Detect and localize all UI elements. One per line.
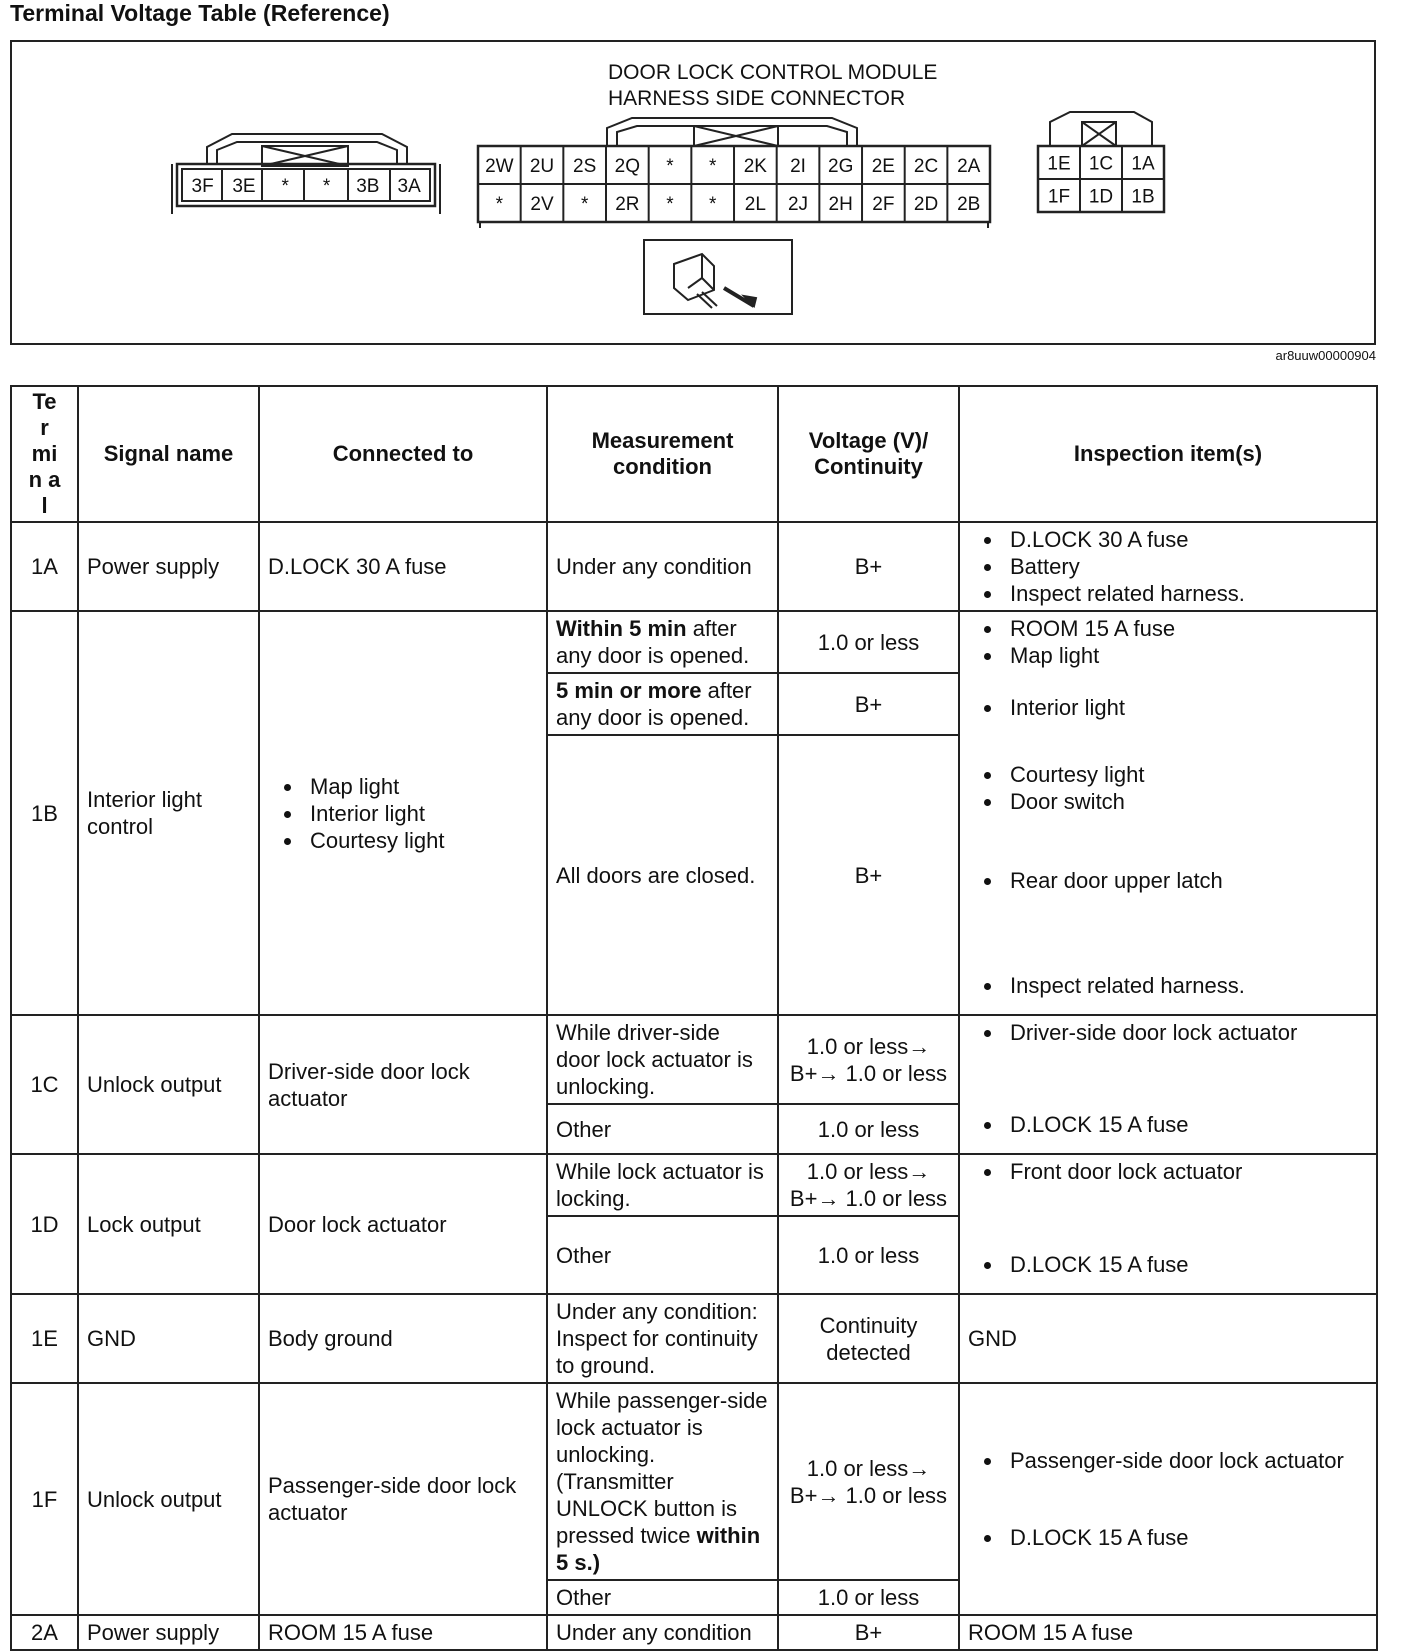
connector-1-pin: 1B [1131,186,1155,208]
table-row [11,1015,1377,1104]
connected-item: • Interior light [304,800,538,827]
condition-text: after any door is opened. [556,678,752,730]
connector-3-pin: 3B [356,176,380,197]
connector-2-pin: * [708,194,717,215]
condition-cell: Under any condition [547,522,778,611]
header-signal-name: Signal name [78,386,259,522]
terminal-cell: 2A [11,1615,78,1650]
voltage-cell: B+ [778,522,959,611]
connected-cell [259,611,547,1015]
connector-3 [172,134,440,214]
connector-1-pin: 1C [1088,153,1114,175]
condition-cell: Other [547,1216,778,1294]
connected-cell: Driver-side door lock actuator [259,1015,547,1154]
connector-2-pin: 2F [872,194,895,215]
connected-cell: Body ground [259,1294,547,1383]
voltage-cell: Continuity detected [778,1294,959,1383]
connector-2-pin: 2A [957,156,981,177]
inspection-item: • Map light [1004,642,1368,669]
signal-cell: Power supply [78,1615,259,1650]
terminal-cell: 1A [11,522,78,611]
terminal-cell: 1F [11,1383,78,1615]
condition-text: after any door is opened. [556,616,750,668]
connector-2-pin: * [666,156,674,177]
connected-item: • Map light [304,773,538,800]
connector-2-pin: 2U [529,156,555,177]
connector-2-pin: * [580,194,589,215]
connector-3-pin: * [322,176,331,197]
connector-3-pin: 3A [397,176,421,197]
connector-2-pin: 2Q [614,156,641,177]
harness-view-icon [644,240,792,314]
connector-2-pin: 2K [743,156,767,177]
header-measurement-condition: Measurement condition [547,386,778,522]
connected-item: • Courtesy light [304,827,538,854]
signal-cell: GND [78,1294,259,1383]
voltage-cell: 1.0 or less [778,1104,959,1154]
connector-diagram [10,40,1376,345]
connector-1-pin: 1A [1131,153,1155,175]
connector-1-pin: 1D [1088,186,1114,208]
terminal-voltage-table [10,385,1378,1651]
connected-cell: Passenger-side door lock actuator [259,1383,547,1615]
connector-2-pin: * [495,194,504,215]
header-inspection: Inspection item(s) [959,386,1377,522]
inspection-cell [959,611,1377,1015]
connector-1-pin: 1F [1047,186,1071,208]
connector-3-pin: 3E [232,176,256,197]
voltage-cell: 1.0 or less [778,1580,959,1615]
condition-emphasis: within 5 s.) [556,1523,761,1575]
condition-cell: Under any condition [547,1615,778,1650]
voltage-cell: B+ [778,673,959,735]
connected-cell: D.LOCK 30 A fuse [259,522,547,611]
table-row [11,611,1377,673]
condition-cell: While lock actuator is locking. [547,1154,778,1216]
condition-cell [547,673,778,735]
connector-3-pin: 3F [191,176,214,197]
header-connected-to: Connected to [259,386,547,522]
inspection-item: • Battery [1004,553,1368,580]
voltage-cell: 1.0 or less [778,611,959,673]
inspection-item: • Inspect related harness. [1004,972,1368,999]
inspection-item: • Rear door upper latch [1004,867,1368,894]
table-header-row [11,386,1377,522]
signal-cell: Power supply [78,522,259,611]
condition-cell: While driver-side door lock actuator is unlocking. [547,1015,778,1104]
signal-cell: Lock output [78,1154,259,1294]
inspection-cell [959,1154,1377,1294]
terminal-cell: 1D [11,1154,78,1294]
voltage-cell: 1.0 or less→ B+→ 1.0 or less [778,1383,959,1580]
inspection-item: • Interior light [1004,694,1368,721]
inspection-cell: ROOM 15 A fuse [959,1615,1377,1650]
caption-line-1: DOOR LOCK CONTROL MODULE [608,61,938,84]
inspection-item: • Inspect related harness. [1004,580,1368,607]
connector-2-pin: 2B [957,194,981,215]
inspection-item: • Passenger-side door lock actuator [1004,1447,1368,1474]
connector-2-pin: 2E [871,156,895,177]
connector-2-pin: 2I [790,156,806,177]
table-row [11,1294,1377,1383]
connector-2-pin: 2V [530,194,554,215]
inspection-item: • Front door lock actuator [1004,1158,1368,1185]
connected-cell: ROOM 15 A fuse [259,1615,547,1650]
inspection-item: • D.LOCK 15 A fuse [1004,1111,1368,1138]
terminal-cell: 1B [11,611,78,1015]
connector-1-pin: 1E [1047,153,1071,175]
connector-3-pin: * [281,176,289,197]
connector-2-pin: 2C [913,156,939,177]
inspection-cell [959,1383,1377,1615]
connector-2-pin: 2S [573,156,597,177]
voltage-cell: 1.0 or less→ B+→ 1.0 or less [778,1015,959,1104]
page-title: Terminal Voltage Table (Reference) [10,0,390,26]
table-row [11,1615,1377,1650]
condition-cell: All doors are closed. [547,735,778,1015]
voltage-cell: 1.0 or less→ B+→ 1.0 or less [778,1154,959,1216]
signal-cell: Unlock output [78,1383,259,1615]
voltage-cell: 1.0 or less [778,1216,959,1294]
condition-emphasis: Within 5 min [556,616,687,641]
connector-2-pin: * [666,194,674,215]
table-row [11,1383,1377,1580]
inspection-item: • Courtesy light [1004,761,1368,788]
connector-2-pin: 2G [828,156,854,177]
condition-emphasis: 5 min or more [556,678,702,703]
table-row [11,522,1377,611]
terminal-cell: 1C [11,1015,78,1154]
condition-text: While passenger-side lock actuator is unlocking. (Transmitter UNLOCK button is pressed twice [556,1388,768,1548]
inspection-item: • Door switch [1004,788,1368,815]
condition-cell: Under any condition: Inspect for continuity to ground. [547,1294,778,1383]
connector-2-pin: 2H [828,194,853,215]
inspection-cell [959,1015,1377,1154]
inspection-item: • D.LOCK 30 A fuse [1004,526,1368,553]
connector-2-pin: 2D [913,194,939,215]
signal-cell: Unlock output [78,1015,259,1154]
inspection-item: • D.LOCK 15 A fuse [1004,1524,1368,1551]
connector-drawing [12,42,1374,342]
condition-cell [547,1383,778,1580]
header-terminal: Ter min al [11,386,78,522]
header-voltage: Voltage (V)/ Continuity [778,386,959,522]
voltage-cell: B+ [778,735,959,1015]
condition-cell: Other [547,1104,778,1154]
signal-cell: Interior light control [78,611,259,1015]
condition-cell: Other [547,1580,778,1615]
terminal-cell: 1E [11,1294,78,1383]
connector-2-pin: 2W [485,156,514,177]
voltage-cell: B+ [778,1615,959,1650]
condition-cell [547,611,778,673]
figure-id: ar8uuw00000904 [1275,348,1376,363]
connector-2-pin: 2L [744,194,766,215]
caption-line-2: HARNESS SIDE CONNECTOR [608,87,906,110]
inspection-item: • D.LOCK 15 A fuse [1004,1251,1368,1278]
inspection-cell: GND [959,1294,1377,1383]
connector-2-pin: 2R [615,194,640,215]
inspection-item: • Driver-side door lock actuator [1004,1019,1368,1046]
table-row [11,1154,1377,1216]
inspection-cell [959,522,1377,611]
connector-2-pin: 2J [787,194,809,215]
inspection-item: • ROOM 15 A fuse [1004,615,1368,642]
connected-cell: Door lock actuator [259,1154,547,1294]
connector-2-pin: * [708,156,717,177]
